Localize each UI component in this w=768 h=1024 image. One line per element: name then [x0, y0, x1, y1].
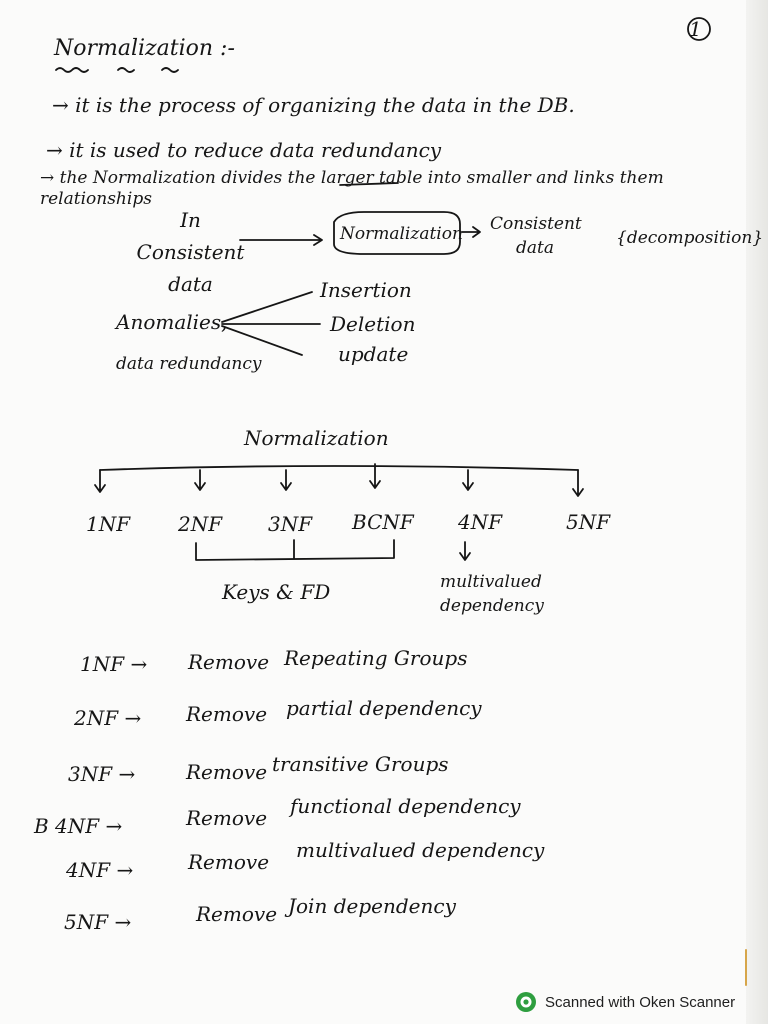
anomaly-fan [222, 292, 320, 355]
tree-form-5nf: 5NF [566, 510, 611, 534]
oken-scanner-logo-icon [515, 991, 537, 1013]
rule-form: 1NF → [80, 652, 148, 676]
tree-form-2nf: 2NF [178, 512, 223, 536]
rule-action: Remove [186, 702, 268, 726]
rule-form: 2NF → [74, 706, 142, 730]
anomaly-sublabel: data redundancy [116, 354, 262, 374]
point-1: → it is the process of organizing the data in the DB. [52, 93, 575, 117]
footer-text: Scanned with Oken Scanner [545, 993, 736, 1011]
tree-fourth-note: multivalued dependency [440, 572, 544, 616]
rule-form: B 4NF → [34, 814, 123, 838]
rule-form: 5NF → [64, 910, 132, 934]
anomaly-update: update [338, 342, 409, 366]
rule-target: multivalued dependency [296, 838, 545, 862]
tree-form-bcnf: BCNF [352, 510, 414, 534]
rule-action: Remove [188, 850, 270, 874]
rule-target: partial dependency [286, 696, 482, 720]
point-3: → the Normalization divides the larger table into smaller and links them relationships [40, 168, 664, 209]
rule-action: Remove [186, 760, 268, 784]
tree-root: Normalization [244, 426, 389, 450]
tree-bar [100, 466, 578, 470]
flow-note: {decomposition} [616, 228, 764, 248]
rule-target: functional dependency [290, 794, 521, 818]
tree-group-label: Keys & FD [222, 580, 331, 604]
rule-action: Remove [196, 902, 278, 926]
page-number: 1 [689, 17, 702, 41]
flow-input: In Consistent data [136, 208, 245, 296]
rule-target: Join dependency [288, 894, 456, 918]
fourth-arrow [460, 542, 470, 560]
flow-process: Normalization [340, 224, 463, 244]
tree-form-3nf: 3NF [268, 512, 313, 536]
anomaly-insertion: Insertion [320, 278, 412, 302]
flow-arrow-2 [462, 227, 480, 237]
rule-action: Remove [186, 806, 268, 830]
flow-output: Consistent data [490, 214, 582, 258]
scanner-footer [515, 990, 735, 1014]
tree-form-4nf: 4NF [458, 510, 503, 534]
rule-form: 3NF → [68, 762, 136, 786]
title-underline [56, 68, 178, 72]
page-title: Normalization :- [54, 36, 235, 61]
rule-target: transitive Groups [272, 752, 449, 776]
rule-form: 4NF → [66, 858, 134, 882]
rule-target: Repeating Groups [284, 646, 468, 670]
point-2: → it is used to reduce data redundancy [46, 138, 442, 162]
anomaly-label: Anomalies, [116, 310, 228, 334]
rule-action: Remove [188, 650, 270, 674]
tree-form-1nf: 1NF [86, 512, 131, 536]
anomaly-deletion: Deletion [330, 312, 416, 336]
keys-bracket [196, 540, 394, 560]
